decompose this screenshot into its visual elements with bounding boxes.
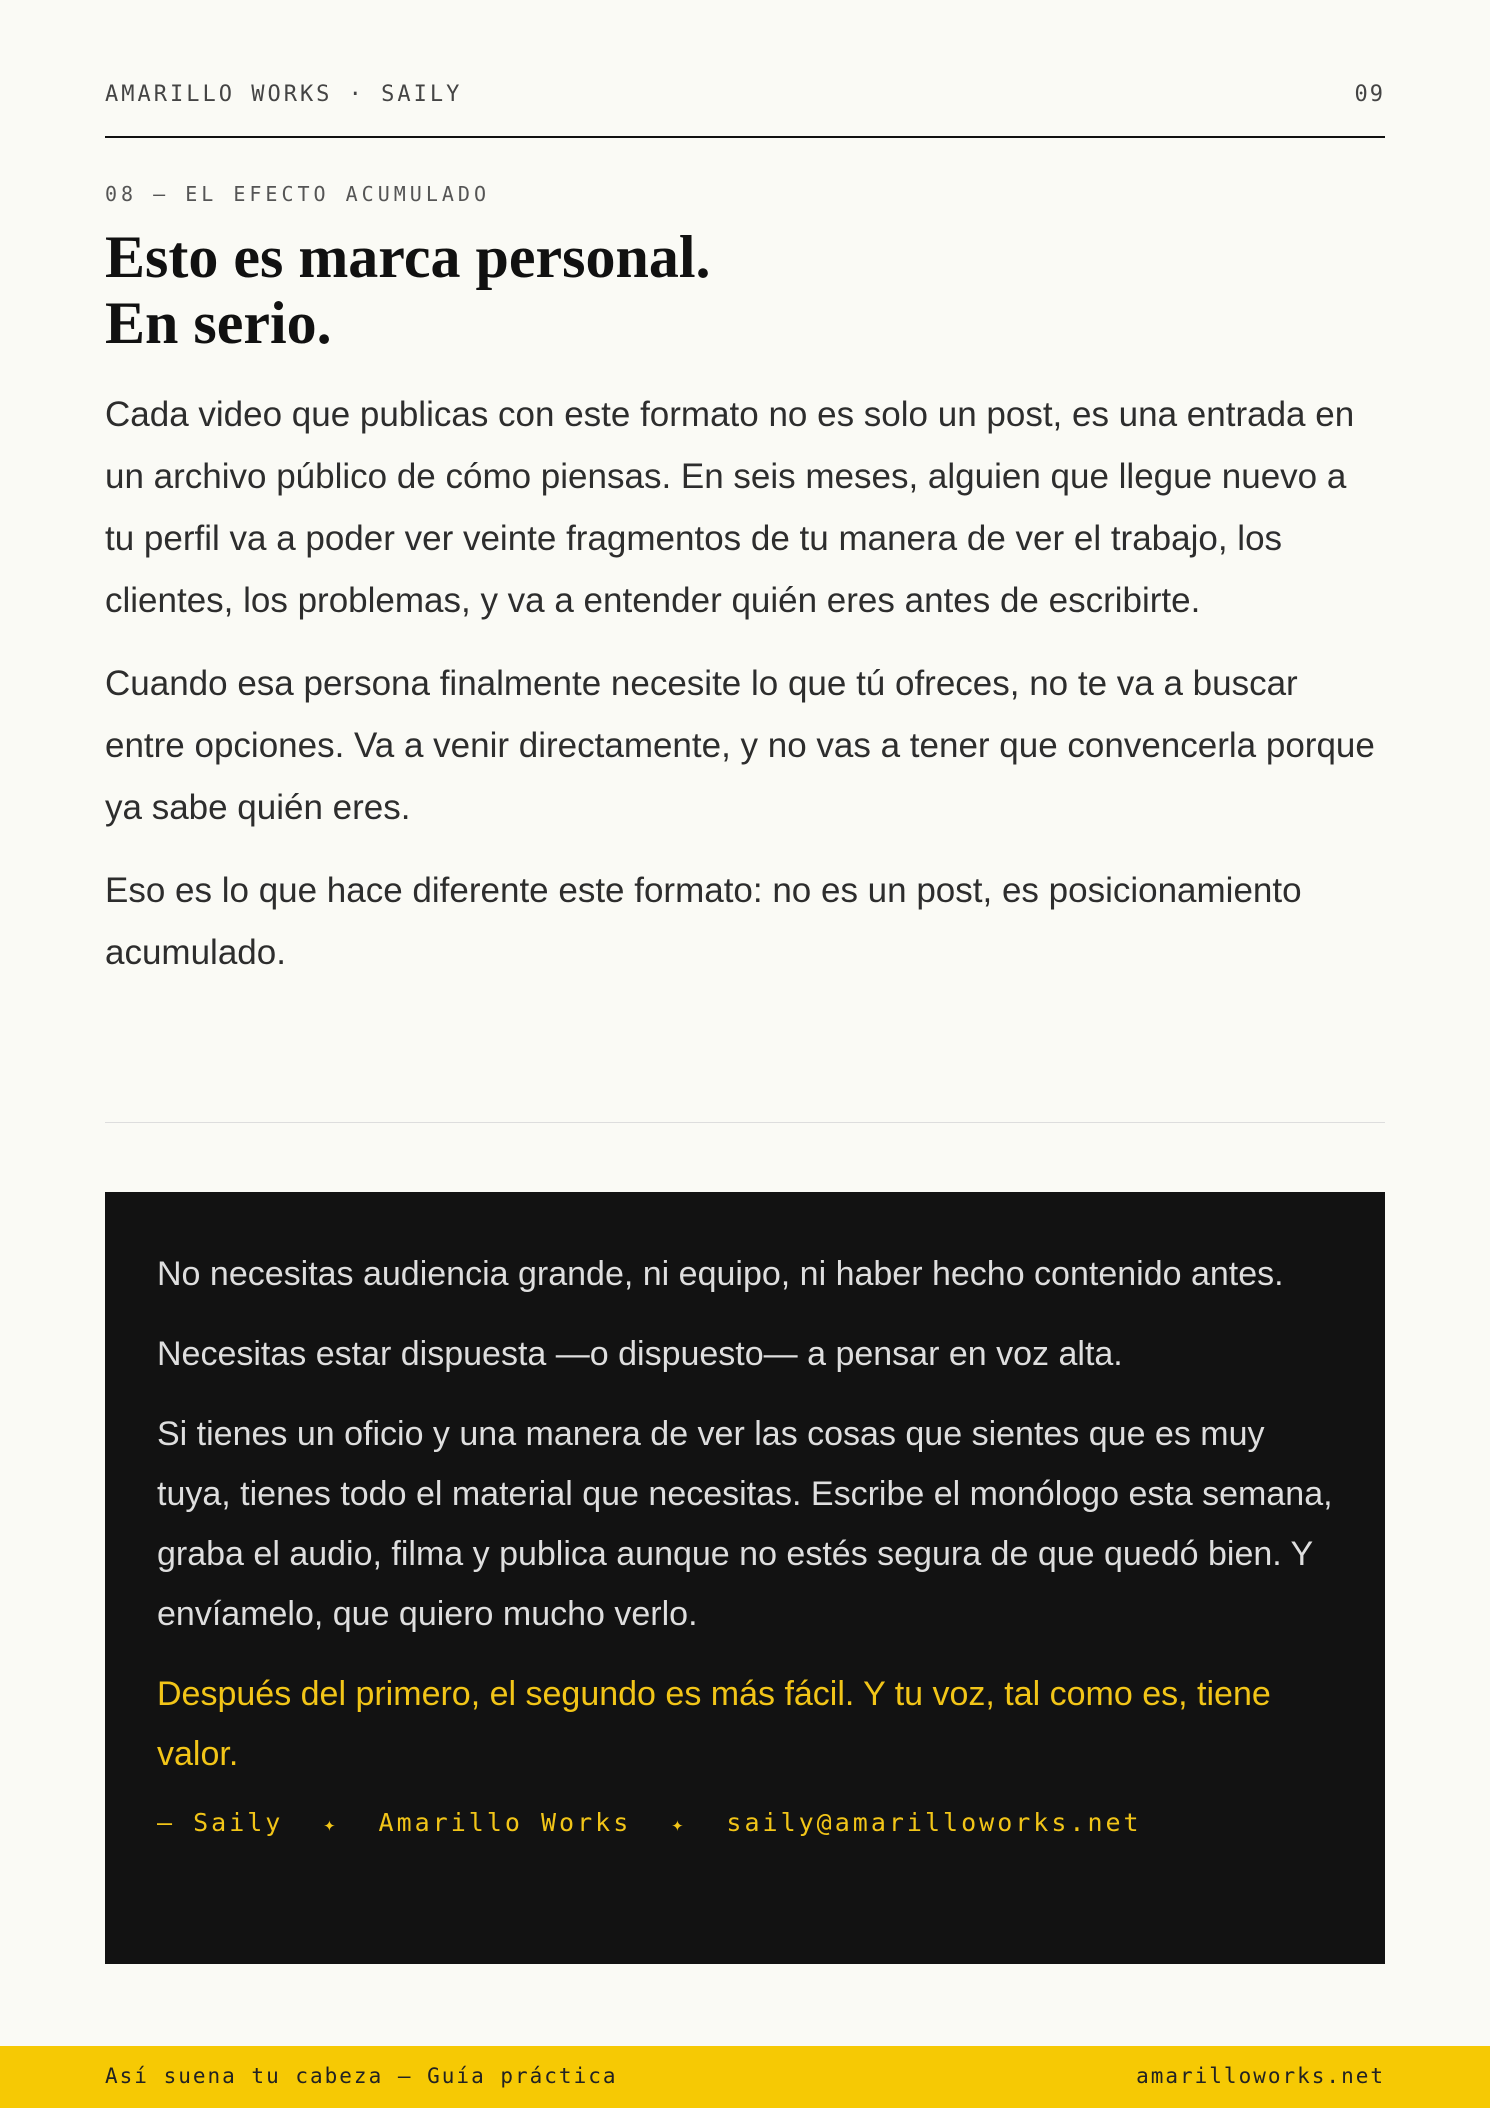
signature-author: — Saily <box>157 1808 284 1837</box>
page-footer <box>0 2046 1490 2108</box>
signature <box>157 1808 1333 1837</box>
body-paragraph: Cuando esa persona finalmente necesite lo que tú ofreces, no te va a buscar entre opciones. Va a venir directamente, y no vas a tener que convencerla porque ya sabe quién eres. <box>105 664 1375 827</box>
section-divider <box>105 1122 1385 1123</box>
title-line-2: En serio. <box>105 290 332 356</box>
signature-email[interactable]: saily@amarilloworks.net <box>726 1808 1142 1837</box>
footer-guide-title: Así suena tu cabeza — Guía práctica <box>105 2064 618 2088</box>
closing-callout <box>105 1192 1385 1964</box>
sparkle-icon: ✦ <box>671 1812 687 1836</box>
sparkle-icon: ✦ <box>323 1812 339 1836</box>
closing-paragraph: Si tienes un oficio y una manera de ver las cosas que sientes que es muy tuya, tienes todo el material que necesitas. Escribe el monólogo esta semana, graba el audio, filma y publica aunque no estés segura de que quedó bien. Y envíamelo, que quiero mucho verlo. <box>157 1415 1333 1633</box>
body-paragraph: Eso es lo que hace diferente este formato: no es un post, es posicionamiento acumulado. <box>105 871 1302 972</box>
closing-highlight: Después del primero, el segundo es más fácil. Y tu voz, tal como es, tiene valor. <box>157 1675 1271 1773</box>
closing-paragraph: No necesitas audiencia grande, ni equipo, ni haber hecho contenido antes. <box>157 1255 1284 1293</box>
section-label: 08 — EL EFECTO ACUMULADO <box>105 182 490 206</box>
body-paragraph: Cada video que publicas con este formato no es solo un post, es una entrada en un archivo público de cómo piensas. En seis meses, alguien que llegue nuevo a tu perfil va a poder ver veinte fragmentos de tu manera de ver el trabajo, los clientes, los problemas, y va a entender quién eres antes de escribirte. <box>105 395 1355 620</box>
header-brand: AMARILLO WORKS · SAILY <box>105 82 463 107</box>
signature-company: Amarillo Works <box>378 1808 632 1837</box>
closing-paragraph: Necesitas estar dispuesta —o dispuesto— a pensar en voz alta. <box>157 1335 1123 1373</box>
page-title <box>105 224 711 356</box>
title-line-1: Esto es marca personal. <box>105 224 711 290</box>
page-number: 09 <box>1354 82 1385 107</box>
body-text <box>105 384 1385 1005</box>
footer-website[interactable]: amarilloworks.net <box>1136 2064 1385 2088</box>
page-header <box>105 82 1385 138</box>
